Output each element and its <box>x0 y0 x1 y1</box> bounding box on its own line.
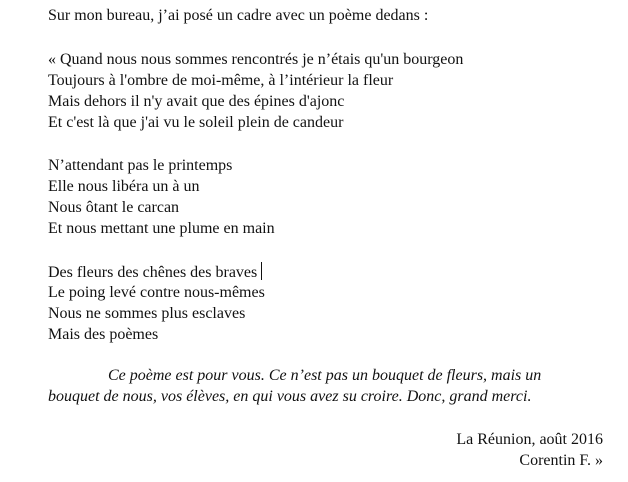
poem-line: Et nous mettant une plume en main <box>48 220 275 237</box>
poem-line: N’attendant pas le printemps <box>48 157 233 174</box>
signature-place-date: La Réunion, août 2016 <box>456 431 603 448</box>
poem-line: Mais dehors il n'y avait que des épines d'ajonc <box>48 93 345 110</box>
poem-line: Mais des poèmes <box>48 326 159 343</box>
poem-line: Le poing levé contre nous-mêmes <box>48 284 265 301</box>
signature-author: Corentin F. » <box>519 452 603 469</box>
poem-line: Toujours à l'ombre de moi-même, à l’intérieur la fleur <box>48 72 394 89</box>
poem-line: Nous ne sommes plus esclaves <box>48 305 246 322</box>
dedication-line: bouquet de nous, vos élèves, en qui vous avez su croire. Donc, grand merci. <box>48 388 532 405</box>
poem-line: Et c'est là que j'ai vu le soleil plein de candeur <box>48 114 344 131</box>
poem-line: « Quand nous nous sommes rencontrés je n’étais qu'un bourgeon <box>48 51 464 68</box>
poem-line-with-cursor[interactable] <box>48 262 262 282</box>
poem-line: Des fleurs des chênes des braves <box>48 264 258 281</box>
poem-line: Elle nous libéra un à un <box>48 178 200 195</box>
dedication-line: Ce poème est pour vous. Ce n’est pas un bouquet de fleurs, mais un <box>108 367 542 384</box>
poem-line: Nous ôtant le carcan <box>48 199 180 216</box>
text-cursor <box>261 262 262 280</box>
intro-text: Sur mon bureau, j’ai posé un cadre avec un poème dedans : <box>48 7 429 24</box>
